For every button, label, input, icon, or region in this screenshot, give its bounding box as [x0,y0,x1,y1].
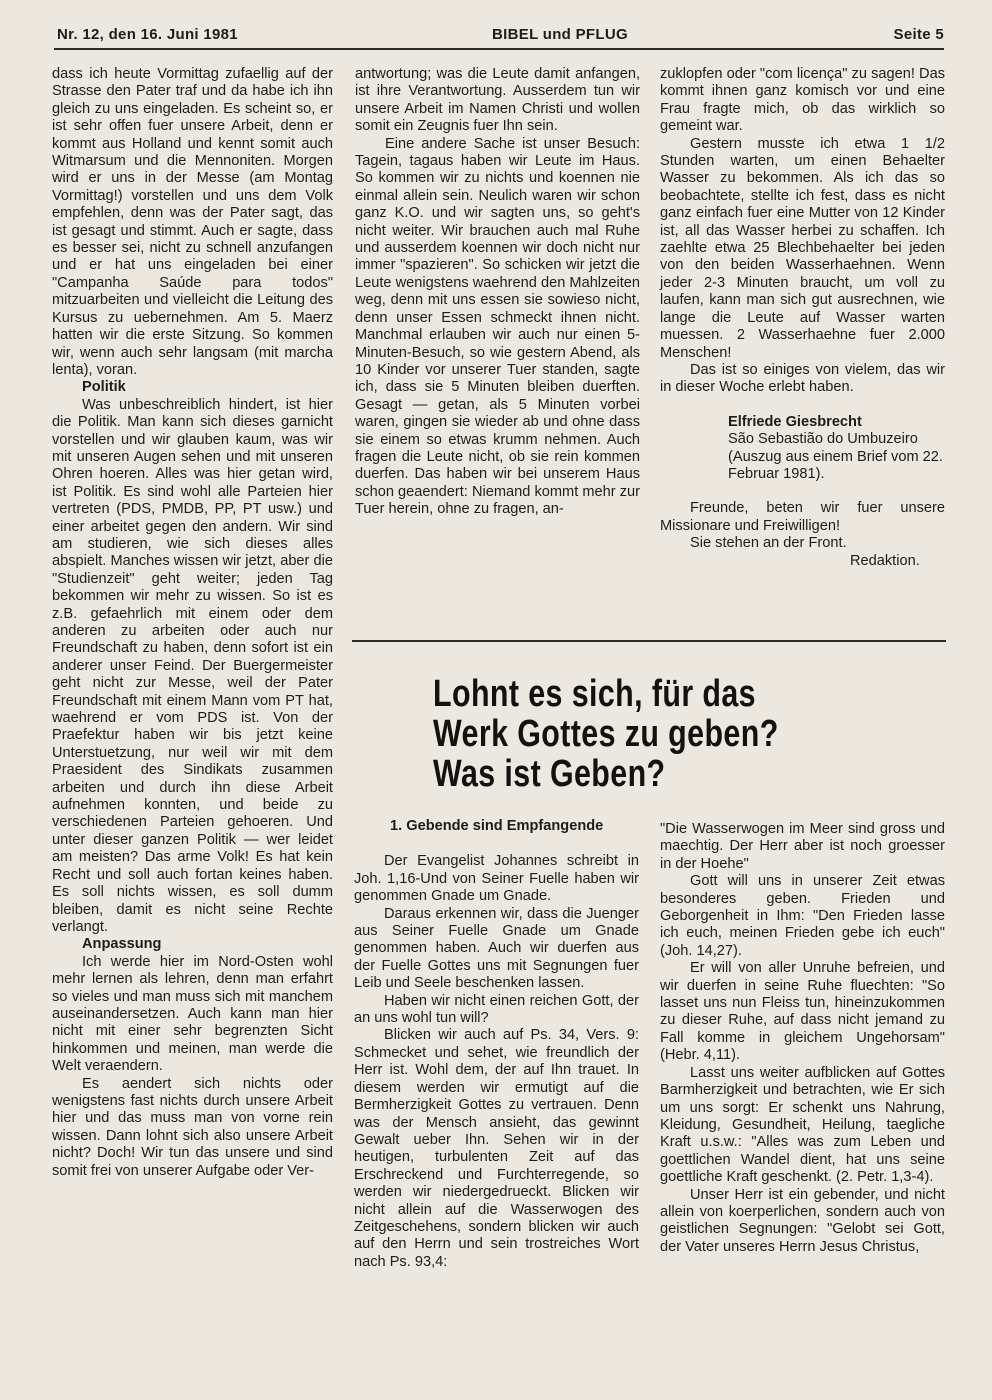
paragraph: Was unbeschreiblich hindert, ist hier die Politik. Man kann sich dieses garnicht vorstellen und wir glauben kaum, was wir mit unseren Augen sehen und mit unseren Ohren hoeren. Alles was hier getan wird, ist Politik. Es sind wohl alle Parteien hier vertreten (PDS, PMDB, PP, PT usw.) und einer arbeitet gegen den andern. Wir sind am studieren, wie sich dieses alles abspielt. Manches wissen wir jetzt, aber die "Studienzeit" geht weiter; jeden Tag bekommen wir mehr zu wissen. So ist es z.B. gefaehrlich mit einem oder dem anderen zu arbeiten oder auch nur Freundschaft zu haben, denn sofort ist ein anderer unser Feind. Der Buergermeister geht nicht zur Messe, weil der Pater Freundschaft mit einem Mann vom PT hat, waehrend er vom PDS ist. Von der Praefektur haben wir bis jetzt keine Unterstuetzung, nur weil wir mit dem Praesident des Sindikats zusammen arbeiten und durch ihn diese Arbeit aufnehmen konnten, und beide zu verschiedenen Parteien gehoeren. Und unter dieser ganzen Politik — wer leidet am meisten? Das arme Volk! Es hat kein Recht und soll auch fortan keines haben. Es soll nichts wissen, es soll dumm bleiben, damit es nicht seine Rechte verlangt. [52,396,333,935]
paragraph: Ich werde hier im Nord-Osten wohl mehr lernen als lehren, denn man erfahrt so vieles und man muss sich mit manchem auseinandersetzen. Auch kann man hier nicht mit einer sehr begrenzten Sicht hinkommen und meinen, man werde die Welt veraendern. [52,953,333,1075]
paragraph: Eine andere Sache ist unser Besuch: Tagein, tagaus haben wir Leute im Haus. So kommen wir zu nichts und koennen nie einmal allein sein. Neulich waren wir schon ganz K.O. und wir sagten uns, so geht's nicht weiter. Wir brauchen auch mal Ruhe und ausserdem koennen wir doch nicht nur immer "spazieren". So schicken wir jetzt die Leute wenigstens waehrend den Mahlzeiten weg, denn mit uns essen sie sowieso nicht, denn unser Essen schmeckt ihnen nicht. Manchmal erlauben wir auch nur einen 5-Minuten-Besuch, so wie gestern Abend, als 10 Kinder vor unserer Tuer standen, sagte ich, dass sie 5 Minuten bleiben duerften. Gesagt — getan, als 5 Minuten vorbei waren, gingen sie wieder ab und ohne dass sie einem so etwas krumm nehmen. Auch fragen die Leute nicht, ob sie rein kommen duerfen. Das haben wir bei unserem Haus schon geaendert: Niemand kommt mehr zur Tuer herein, ohne zu fragen, an- [355,135,640,518]
paragraph: Es aendert sich nichts oder wenigstens fast nichts durch unsere Arbeit hier und das muss man von vorne rein wissen. Dann lohnt sich also unsere Arbeit nicht? Doch! Wir tun das unsere und sind somit frei von unserer Aufgabe oder Ver- [52,1075,333,1179]
paragraph: Gott will uns in unserer Zeit etwas besonderes geben. Frieden und Geborgenheit in Ihm: "Den Frieden lasse ich euch, meinen Frieden gebe ich euch" (Joh. 14,27). [660,873,945,959]
article-column-2 [660,821,945,1256]
issue-number-date: Nr. 12, den 16. Juni 1981 [57,26,238,43]
title-line: Werk Gottes zu geben? [433,713,779,755]
article-divider [352,640,946,642]
publication-title: BIBEL und PFLUG [492,26,628,43]
paragraph: zuklopfen oder "com licença" zu sagen! Das kommt ihnen ganz komisch vor und eine Frau fragte mich, ob das wirklich so gemeint war. [660,66,945,135]
title-line: Lohnt es sich, für das [433,673,756,715]
paragraph: Das ist so einiges von vielem, das wir in dieser Woche erlebt haben. [660,361,945,396]
letter-source-note: (Auszug aus einem Brief vom 22. Februar 1981). [728,448,943,482]
section-heading: 1. Gebende sind Empfangende [390,818,604,834]
page-number: Seite 5 [893,26,944,43]
paragraph: Gestern musste ich etwa 1 1/2 Stunden warten, um einen Behaelter Wasser zu bekommen. Als ich das so beobachtete, stellte ich fest, dass es nicht ganz einfach fuer eine Mutter von 12 Kinder ist, all das Wasser herbei zu schaffen. Ich zaehlte etwa 25 Blechbehaelter bei jeden von den beiden Wasserhaehnen. Wenn jeder 2-3 Minuten braucht, um voll zu laufen, kann man sich gut ausrechnen, wie lange die Leute auf Wasser warten muessen. 2 Wasserhaehne fuer 2.000 Menschen! [660,135,945,361]
paragraph: Haben wir nicht einen reichen Gott, der an uns wohl tun will? [354,992,639,1027]
paragraph: Unser Herr ist ein gebender, und nicht allein von koerperlichen, sondern auch von geistlichen Segnungen: "Gelobt sei Gott, der Vater unseres Herrn Jesus Christus, [660,1186,945,1255]
editorial-signoff: Redaktion. [850,552,920,569]
author-name: Elfriede Giesbrecht [728,413,862,430]
paragraph: Sie stehen an der Front. [690,535,847,552]
article-column-1 [354,818,639,1271]
article-title [433,674,779,794]
letter-column-1 [52,66,333,1180]
subheading-politik: Politik [82,379,126,396]
paragraph: Daraus erkennen wir, dass die Juenger aus Seiner Fuelle Gnade um Gnade genommen haben. Auch wir duerfen aus der Fuelle Gottes uns mit Segnungen fuer Leib und Seele beschenken lassen. [354,905,639,992]
subheading-anpassung: Anpassung [82,936,162,953]
paragraph: Lasst uns weiter aufblicken auf Gottes Barmherzigkeit und betrachten, wie Er sich um uns sorgt: Er schenkt uns Nahrung, Kleidung, Gesundheit, Heilung, taegliche Kraft u.s.w.: "Alles was zum Leben und goettlichen Wandel dient, hat uns seine goettliche Kraft geschenkt. (2. Petr. 1,3-4). [660,1064,945,1186]
signature-block [660,414,945,484]
paragraph: Er will von aller Unruhe befreien, und wir duerfen in seine Ruhe fluechten: "So lasset uns nun Fleiss tun, hineinzukommen zu dieser Ruhe, auf dass nicht jemand zu Fall komme in gleichem Ungehorsam" (Hebr. 4,11). [660,960,945,1064]
paragraph: "Die Wasserwogen im Meer sind gross und maechtig. Der Herr aber ist noch groesser in der Hoehe" [660,821,945,872]
paragraph: Der Evangelist Johannes schreibt in Joh. 1,16-Und von Seiner Fuelle haben wir genommen Gnade um Gnade. [354,853,639,905]
paragraph: dass ich heute Vormittag zufaellig auf der Strasse den Pater traf und da habe ich ihn gleich zu uns eingeladen. Es scheint so, er ist sehr offen fuer unsere Arbeit, denn er kommt aus Holland und kennt somit auch Witmarsum und die Mennoniten. Morgen wird er uns in der Messe (am Montag Vormittag!) vorstellen und uns dem Volk empfehlen, denn was der Pater sagt, das ist gesagt und stimmt. Auch er sagte, dass es besser sei, nicht zu schnell anzufangen und er hat uns eingeladen bei einer "Campanha Saúde para todos" mitzuarbeiten und vielleicht die Leitung des Kursus zu uebernehmen. Am 5. Maerz hatten wir die erste Sitzung. So kommen wir, wenn auch sehr langsam (mit marcha lenta), voran. [52,66,333,378]
paragraph: antwortung; was die Leute damit anfangen, ist ihre Verantwortung. Ausserdem tun wir unsere Arbeit im Namen Christi und wollen somit ein Zeugnis fuer Ihn sein. [355,66,640,135]
letter-column-3 [660,66,945,570]
paragraph: Freunde, beten wir fuer unsere Missionare und Freiwilligen! [660,500,945,534]
author-place: São Sebastião do Umbuzeiro [728,431,918,448]
title-line: Was ist Geben? [433,753,666,795]
paragraph: Blicken wir auch auf Ps. 34, Vers. 9: Schmecket und sehet, wie freundlich der Herr ist. Wohl dem, der auf Ihn trauet. In diesem werden wir ermutigt auf die Bermherzigkeit Gottes zu vertrauen. Denn was der Mensch ansieht, das gewinnt Gewalt ueber Ihn. Sehen wir in der heutigen, turbulenten Zeit auf das Erschreckend und Furchterregende, so werden wir niedergedrueckt. Blicken wir nicht allein auf die Wasserwogen des Zeitgeschehens, sondern blicken wir auch auf den Herrn und sein trostreiches Wort nach Ps. 93,4: [354,1027,639,1270]
letter-column-2 [355,66,640,519]
header-divider [54,48,944,50]
